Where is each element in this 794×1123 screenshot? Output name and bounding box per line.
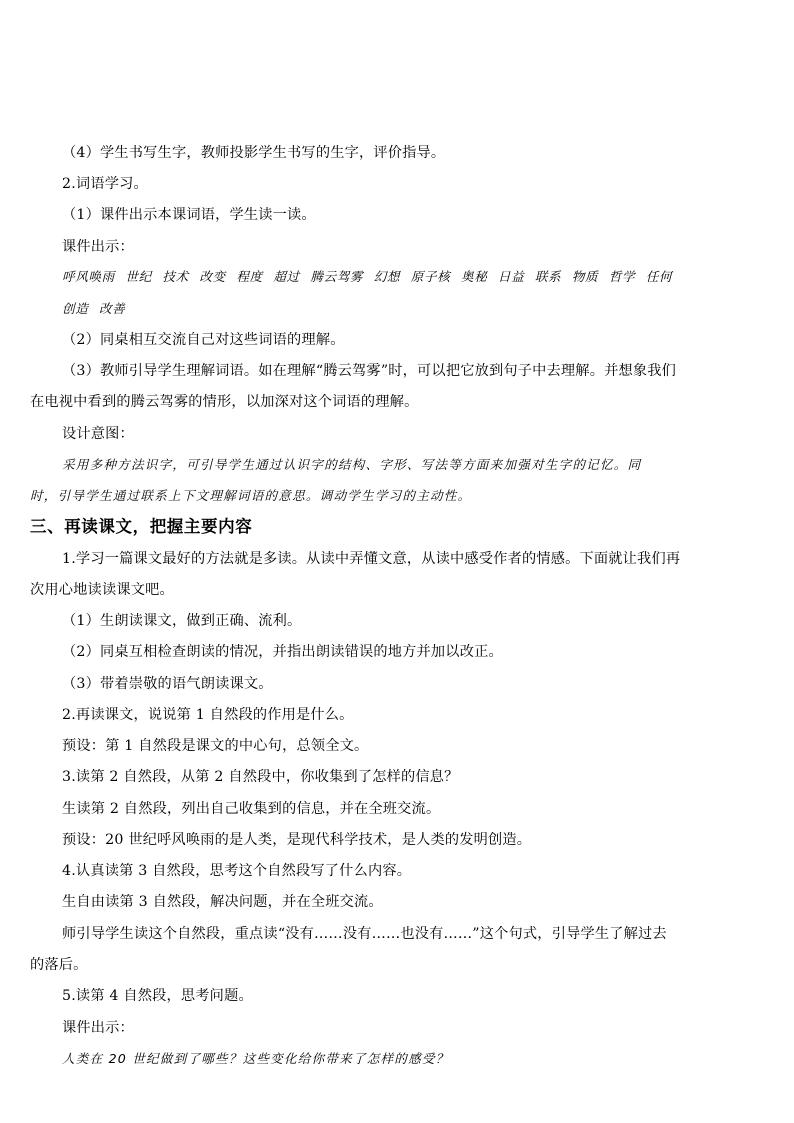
text-line: 在电视中看到的腾云驾雾的情形，以加深对这个词语的理解。 <box>30 394 419 410</box>
text-line: 生自由读第 3 自然段，解决问题，并在全班交流。 <box>62 894 383 910</box>
text-line: 4.认真读第 3 自然段，思考这个自然段写了什么内容。 <box>62 863 412 879</box>
text-line: 课件出示： <box>62 1020 134 1036</box>
text-line: 2.词语学习。 <box>62 176 148 192</box>
text-line: 课件出示： <box>62 239 134 255</box>
text-line: （1）课件出示本课词语，学生读一读。 <box>62 207 316 223</box>
text-line: 设计意图： <box>62 426 134 442</box>
text-line: 1.学习一篇课文最好的方法就是多读。从读中弄懂文意，从读中感受作者的情感。下面就让我们再 <box>62 551 681 567</box>
design-intent-line: 时，引导学生通过联系上下文理解词语的意思。调动学生学习的主动性。 <box>30 488 472 503</box>
vocab-line: 呼风唤雨 世纪 技术 改变 程度 超过 腾云驾雾 幻想 原子核 奥秘 日益 联系 物质 哲学 任何 <box>62 269 673 284</box>
courseware-line: 人类在 20 世纪做到了哪些？这些变化给你带来了怎样的感受？ <box>62 1051 450 1066</box>
text-line: （2）同桌互相检查朗读的情况，并指出朗读错误的地方并加以改正。 <box>62 644 503 660</box>
text-line: （3）教师引导学生理解词语。如在理解“腾云驾雾”时，可以把它放到句子中去理解。并想象我们 <box>62 363 677 379</box>
text-line: 的落后。 <box>30 957 88 973</box>
text-line: 次用心地读读课文吧。 <box>30 582 174 598</box>
text-line: 5.读第 4 自然段，思考问题。 <box>62 988 253 1004</box>
text-line: （4）学生书写生字，教师投影学生书写的生字，评价指导。 <box>62 145 446 161</box>
text-line: 预设：第 1 自然段是课文的中心句，总领全文。 <box>62 738 369 754</box>
text-line: 2.再读课文，说说第 1 自然段的作用是什么。 <box>62 707 354 723</box>
text-line: 预设：20 世纪呼风唤雨的是人类，是现代科学技术，是人类的发明创造。 <box>62 832 532 848</box>
section-heading: 三、再读课文，把握主要内容 <box>30 517 253 536</box>
text-line: （2）同桌相互交流自己对这些词语的理解。 <box>62 332 345 348</box>
text-line: （3）带着崇敬的语气朗读课文。 <box>62 676 273 692</box>
text-line: 师引导学生读这个自然段，重点读“没有……没有……也没有……”这个句式，引导学生了解过去 <box>62 926 667 942</box>
text-line: 3.读第 2 自然段，从第 2 自然段中，你收集到了怎样的信息？ <box>62 769 459 785</box>
design-intent-line: 采用多种方法识字，可引导学生通过认识字的结构、字形、写法等方面来加强对生字的记忆。同 <box>62 457 642 472</box>
vocab-line: 创造 改善 <box>62 301 126 316</box>
text-line: 生读第 2 自然段，列出自己收集到的信息，并在全班交流。 <box>62 801 441 817</box>
text-line: （1）生朗读课文，做到正确、流利。 <box>62 613 302 629</box>
